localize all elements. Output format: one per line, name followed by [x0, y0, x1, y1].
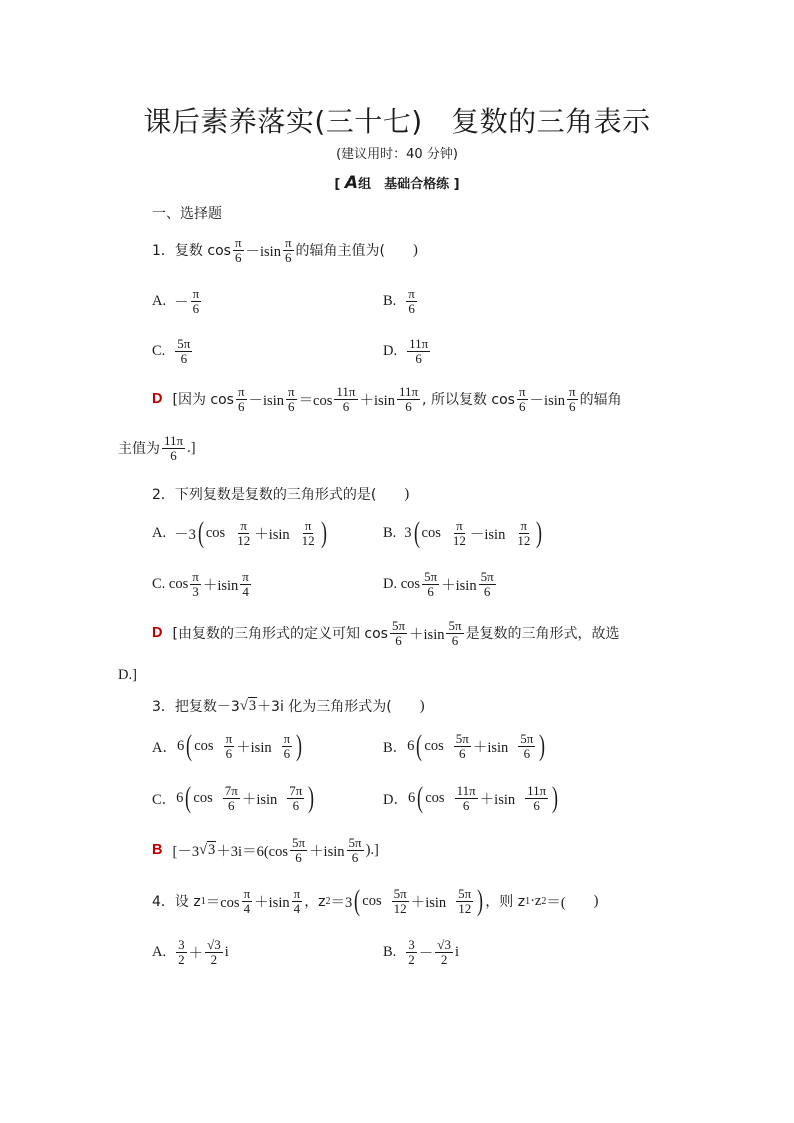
fraction-numerator: 5π — [448, 618, 462, 633]
fraction-numerator: 5π — [177, 336, 191, 351]
fraction-denominator: 6 — [405, 398, 412, 414]
fraction — [176, 938, 187, 966]
math-text: 3 — [404, 524, 412, 541]
math-text: , 所以复数 cos — [422, 392, 515, 409]
q4-option-b — [383, 938, 459, 966]
fraction-denominator: 6 — [483, 583, 491, 599]
q3-option-a — [152, 731, 304, 761]
fraction-denominator: 6 — [225, 745, 233, 761]
math-text: C. cos — [152, 575, 189, 592]
fraction-numerator: π — [283, 730, 291, 746]
math-text: 是复数的三角形式，故选 — [465, 626, 620, 643]
fraction-denominator: 12 — [458, 900, 472, 916]
q1-option-b — [383, 287, 419, 315]
fraction — [456, 887, 473, 915]
math-text: cos — [193, 789, 213, 806]
fraction-numerator: π — [284, 235, 292, 250]
math-text: 3 — [444, 937, 451, 952]
group-heading — [0, 173, 794, 193]
large-parenthesis: ( — [185, 781, 192, 814]
q2-solution — [152, 619, 620, 647]
suggested-time: (建议用时：40 分钟) — [336, 147, 458, 162]
fraction-denominator: 6 — [395, 632, 402, 648]
group-letter: A — [344, 173, 359, 193]
fraction-denominator: 12 — [237, 532, 251, 548]
fraction-numerator: π — [240, 517, 247, 533]
fraction-denominator: 2 — [178, 951, 185, 967]
math-text: 3． — [152, 699, 175, 715]
fraction — [190, 570, 201, 598]
math-text: ＋isin — [309, 843, 345, 860]
math-text: ，则 z — [485, 894, 526, 910]
math-text: C． — [152, 791, 177, 808]
large-parenthesis: ) — [552, 781, 559, 814]
fraction-numerator: π — [225, 730, 233, 746]
fraction-numerator: π — [456, 517, 463, 533]
square-root: √3 — [239, 697, 257, 714]
fraction-numerator: 11π — [398, 384, 419, 399]
answer-letter: D — [152, 625, 163, 642]
fraction-denominator: 6 — [292, 797, 300, 813]
fraction-numerator: π — [518, 384, 526, 399]
large-parenthesis: ) — [308, 781, 315, 814]
fraction-denominator: 6 — [569, 398, 576, 414]
math-text: ).] — [365, 841, 379, 858]
q2-option-d — [383, 570, 498, 598]
fraction — [162, 434, 185, 462]
fraction — [454, 732, 471, 760]
q1-option-d — [383, 337, 432, 365]
fraction-numerator: 5π — [455, 730, 469, 746]
large-parenthesis: ) — [536, 516, 543, 549]
fraction — [446, 619, 463, 647]
fraction — [287, 784, 304, 812]
math-text: 主值为 — [118, 441, 160, 458]
math-text: ＋isin — [254, 526, 290, 543]
fraction-denominator: 12 — [301, 532, 315, 548]
fraction-numerator: 5π — [348, 835, 362, 850]
large-parenthesis: ( — [354, 884, 361, 917]
fraction-numerator: 5π — [480, 569, 494, 584]
fraction — [455, 784, 478, 812]
fraction-numerator: 7π — [224, 782, 238, 798]
math-text: ＋isin — [441, 577, 477, 594]
fraction — [407, 337, 430, 365]
fraction — [236, 385, 247, 413]
fraction-numerator: π — [569, 384, 576, 399]
fraction — [242, 887, 253, 915]
q3-option-b — [383, 731, 547, 761]
large-parenthesis: ) — [296, 729, 303, 762]
fraction-numerator: π — [293, 885, 301, 901]
math-text: 的辐角主值为( — [295, 243, 386, 260]
fraction-denominator: 3 — [192, 583, 199, 599]
fraction-numerator: 3 — [408, 937, 415, 952]
q2-stem — [152, 484, 409, 504]
math-text: ＋3i＝6(cos — [216, 843, 288, 860]
fraction-numerator: √3 — [437, 937, 451, 952]
math-text: D． — [383, 791, 408, 808]
large-parenthesis: ) — [477, 884, 484, 917]
fraction — [392, 887, 409, 915]
fraction — [290, 836, 307, 864]
math-text: 3 — [208, 841, 216, 858]
large-parenthesis: ( — [413, 516, 420, 549]
math-text: [因为 cos — [172, 392, 234, 409]
fraction-denominator: 12 — [517, 532, 531, 548]
fraction — [397, 385, 420, 413]
fraction-denominator: 12 — [393, 900, 407, 916]
fraction-numerator: π — [520, 517, 528, 533]
math-text: cos — [425, 789, 445, 806]
subscript: 1 — [525, 895, 531, 907]
large-parenthesis: ( — [416, 729, 423, 762]
math-text: －3 — [174, 526, 196, 543]
fraction-numerator: 5π — [424, 569, 438, 584]
q4-option-a — [152, 938, 229, 966]
math-text: ，z — [304, 894, 326, 910]
math-text: －isin — [469, 526, 506, 543]
fraction-denominator: 12 — [452, 532, 466, 548]
fraction — [292, 887, 303, 915]
fraction — [235, 519, 252, 547]
large-parenthesis: ( — [197, 516, 204, 549]
math-text: cos — [362, 892, 382, 909]
math-text: B. — [383, 943, 397, 960]
q3-stem — [152, 696, 425, 716]
q3-solution — [152, 836, 379, 864]
fraction-numerator: π — [242, 569, 249, 584]
large-parenthesis: ( — [186, 729, 193, 762]
fraction-denominator: 6 — [170, 447, 177, 463]
square-root: √3 — [199, 841, 216, 858]
fraction — [334, 385, 357, 413]
section-heading: 一、选择题 — [152, 206, 222, 222]
math-text: cos — [205, 524, 226, 541]
fraction-numerator: 11π — [409, 336, 429, 351]
fraction-denominator: 6 — [415, 350, 422, 366]
fraction-denominator: 6 — [408, 300, 415, 316]
math-text: 把复数－3 — [174, 699, 240, 715]
fraction-denominator: 6 — [342, 398, 350, 414]
math-text: ) — [404, 485, 410, 502]
math-text: cos — [194, 737, 214, 754]
math-text: 的辐角 — [579, 392, 622, 409]
fraction-denominator: 6 — [459, 745, 466, 761]
math-text: －isin — [248, 392, 284, 409]
math-text: D.] — [118, 667, 137, 683]
math-text: ＋isin — [479, 791, 516, 808]
fraction — [175, 337, 192, 365]
math-text: 1． — [152, 243, 175, 260]
fraction-numerator: 11π — [527, 782, 547, 798]
math-text: 6 — [176, 789, 184, 806]
math-text: ＝cos — [205, 894, 240, 911]
fraction — [283, 236, 294, 264]
math-text: ＋isin — [409, 626, 445, 643]
answer-letter: D — [152, 391, 163, 408]
math-text: ＋isin — [241, 791, 278, 808]
math-text: ＋3i 化为三角形式为( — [257, 699, 392, 715]
fraction — [286, 385, 297, 413]
math-text: 复数 cos — [174, 243, 231, 260]
math-text: 4． — [152, 894, 175, 910]
fraction-denominator: 4 — [242, 583, 249, 599]
fraction — [518, 732, 535, 760]
fraction-denominator: 6 — [285, 249, 292, 265]
math-text: 3 — [248, 697, 257, 714]
fraction-denominator: 6 — [533, 797, 540, 813]
q1-stem — [152, 236, 418, 264]
math-text: i — [224, 943, 229, 960]
math-text: ＝3 — [330, 894, 353, 911]
math-text: ) — [413, 241, 418, 258]
fraction-denominator: 6 — [180, 350, 188, 366]
math-text: ＝cos — [298, 392, 333, 409]
q2-option-a — [152, 518, 329, 548]
fraction-denominator: 6 — [228, 797, 235, 813]
subscript: 1 — [200, 895, 206, 907]
fraction — [282, 732, 293, 760]
math-text: －isin — [245, 243, 281, 260]
math-text: ) — [419, 697, 425, 714]
fraction-numerator: 5π — [520, 730, 534, 746]
math-text: 2． — [152, 487, 175, 503]
math-text: A． — [152, 739, 177, 756]
q1-solution — [152, 385, 622, 413]
q1-solution-cont — [118, 434, 196, 462]
math-text: ＝( — [546, 894, 566, 911]
fraction — [240, 570, 251, 598]
math-text: ＋isin — [472, 739, 509, 756]
fraction — [479, 570, 496, 598]
fraction — [435, 938, 453, 966]
q4-stem — [152, 886, 599, 916]
fraction — [191, 287, 202, 315]
fraction-denominator: 6 — [192, 300, 200, 316]
fraction-denominator: 6 — [283, 745, 291, 761]
math-text: ＋ — [188, 945, 204, 962]
math-text: ＋isin — [254, 894, 290, 911]
math-text: A. — [152, 943, 167, 960]
q2-option-b — [383, 518, 544, 548]
fraction — [567, 385, 578, 413]
subscript: 2 — [325, 895, 331, 907]
math-text: ＋isin — [359, 392, 395, 409]
fraction-denominator: 6 — [519, 398, 526, 414]
math-text: D. cos — [383, 575, 421, 592]
fraction-denominator: 6 — [234, 249, 242, 265]
fraction — [223, 784, 240, 812]
math-text: － — [174, 294, 189, 311]
fraction — [233, 236, 244, 264]
fraction-denominator: 6 — [427, 583, 434, 599]
fraction-denominator: 6 — [295, 849, 302, 865]
fraction — [406, 287, 417, 315]
math-text: B． — [383, 739, 408, 756]
fraction-numerator: π — [234, 235, 242, 250]
fraction-numerator: 11π — [456, 782, 476, 798]
math-text: ＋isin — [202, 577, 239, 594]
q2-option-c — [152, 570, 253, 598]
math-text: 6 — [407, 789, 416, 806]
math-text: D. — [383, 342, 398, 359]
math-text: ＋isin — [410, 894, 447, 911]
fraction-numerator: 7π — [289, 782, 303, 798]
fraction-denominator: 6 — [451, 632, 459, 648]
math-text: C. — [152, 342, 166, 359]
math-text: A. — [152, 524, 167, 541]
math-text: 设 z — [174, 894, 201, 910]
fraction-denominator: 6 — [237, 398, 245, 414]
group-label: 组 基础合格练 — [358, 177, 450, 192]
fraction-numerator: √3 — [207, 937, 221, 952]
math-text: cos — [424, 737, 444, 754]
large-parenthesis: ) — [539, 729, 546, 762]
math-text: ·z — [530, 892, 542, 909]
fraction — [224, 732, 235, 760]
fraction — [515, 519, 532, 547]
fraction-denominator: 2 — [440, 951, 448, 967]
answer-letter: B — [152, 842, 163, 859]
math-text: i — [454, 943, 459, 960]
fraction-denominator: 6 — [523, 745, 531, 761]
fraction-numerator: π — [243, 885, 251, 901]
math-text: 6 — [176, 737, 185, 754]
fraction-numerator: π — [192, 286, 200, 301]
fraction-numerator: π — [287, 384, 295, 399]
subscript: 2 — [541, 895, 547, 907]
fraction — [525, 784, 548, 812]
fraction-numerator: π — [304, 517, 312, 533]
math-text: ＋isin — [236, 739, 272, 756]
large-parenthesis: ) — [320, 516, 327, 549]
fraction-denominator: 2 — [408, 951, 415, 967]
page-title: 课后素养落实(三十七) 复数的三角表示 — [143, 105, 651, 138]
fraction-numerator: π — [237, 384, 245, 399]
fraction — [390, 619, 407, 647]
fraction — [451, 519, 468, 547]
math-text: .] — [187, 439, 196, 456]
math-text: B. — [383, 524, 397, 541]
fraction-denominator: 6 — [288, 398, 295, 414]
group-bracket-close: ] — [453, 177, 460, 192]
math-text: A. — [152, 292, 167, 309]
q2-solution-cont — [118, 667, 137, 684]
fraction-numerator: 11π — [164, 433, 184, 448]
q1-option-a — [152, 287, 203, 315]
fraction — [517, 385, 528, 413]
math-text: [－3 — [172, 843, 200, 860]
fraction-denominator: 2 — [210, 951, 218, 967]
math-text: B. — [383, 292, 397, 309]
q1-option-c — [152, 337, 194, 365]
q3-option-c — [152, 783, 316, 813]
fraction — [205, 938, 223, 966]
fraction-numerator: 5π — [458, 885, 472, 901]
fraction-denominator: 6 — [462, 797, 470, 813]
group-bracket-open: [ — [334, 177, 341, 192]
fraction — [300, 519, 317, 547]
fraction-numerator: π — [408, 286, 415, 301]
fraction — [406, 938, 417, 966]
math-text: cos — [421, 524, 441, 541]
math-text: 6 — [407, 737, 415, 754]
math-text: [由复数的三角形式的定义可知 cos — [172, 626, 388, 643]
fraction-numerator: 5π — [291, 835, 306, 850]
fraction-denominator: 6 — [351, 849, 359, 865]
math-text: 下列复数是复数的三角形式的是( — [174, 487, 377, 503]
fraction — [347, 836, 364, 864]
fraction-denominator: 4 — [243, 900, 251, 916]
q3-option-d — [383, 783, 560, 813]
fraction-numerator: π — [192, 569, 199, 584]
math-text: ) — [593, 892, 599, 909]
math-text: －isin — [529, 392, 565, 409]
fraction-numerator: 5π — [391, 618, 406, 633]
fraction-numerator: 5π — [393, 885, 407, 901]
fraction-denominator: 4 — [293, 900, 301, 916]
math-text: － — [418, 945, 434, 962]
fraction-numerator: 11π — [336, 384, 356, 399]
large-parenthesis: ( — [417, 781, 424, 814]
fraction — [422, 570, 439, 598]
fraction-numerator: 3 — [178, 937, 185, 952]
math-text: 3 — [214, 937, 221, 952]
